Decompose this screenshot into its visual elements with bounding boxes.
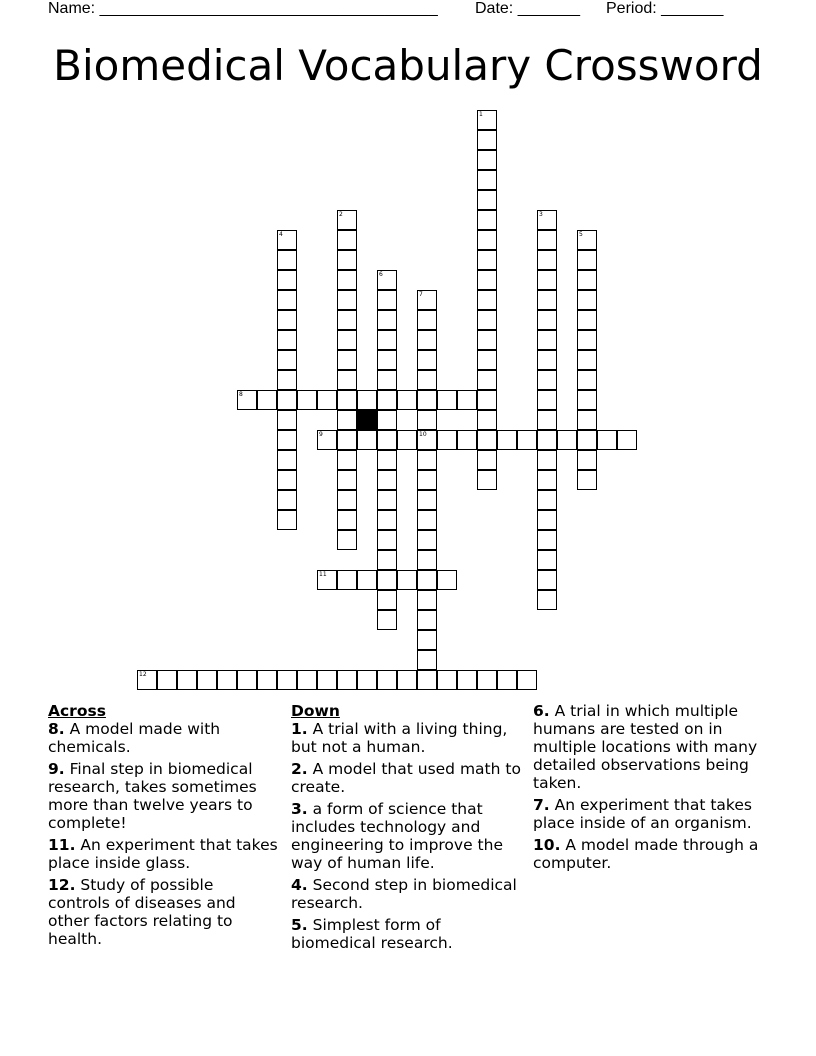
grid-cell[interactable] bbox=[277, 350, 297, 370]
grid-cell[interactable] bbox=[517, 430, 537, 450]
grid-cell[interactable] bbox=[477, 190, 497, 210]
grid-cell[interactable] bbox=[217, 670, 237, 690]
grid-cell[interactable] bbox=[177, 670, 197, 690]
grid-cell[interactable] bbox=[537, 230, 557, 250]
grid-cell[interactable] bbox=[417, 330, 437, 350]
grid-cell[interactable] bbox=[537, 370, 557, 390]
grid-cell[interactable] bbox=[197, 670, 217, 690]
grid-cell[interactable] bbox=[417, 530, 437, 550]
grid-cell[interactable] bbox=[537, 510, 557, 530]
across-clue: 12. Study of possible controls of diseases and other factors relating to health. bbox=[48, 876, 236, 948]
grid-cell[interactable] bbox=[497, 670, 517, 690]
grid-cell[interactable] bbox=[537, 330, 557, 350]
grid-cell[interactable] bbox=[297, 390, 317, 410]
across-clue: 11. An experiment that takes place inside glass. bbox=[48, 836, 278, 872]
down-clue: 3. a form of science that includes technology and engineering to improve the way of human life. bbox=[291, 800, 503, 872]
grid-cell[interactable] bbox=[497, 430, 517, 450]
grid-cell[interactable] bbox=[377, 530, 397, 550]
grid-cell[interactable] bbox=[357, 670, 377, 690]
grid-cell[interactable] bbox=[537, 450, 557, 470]
grid-cell[interactable] bbox=[417, 450, 437, 470]
grid-cell[interactable] bbox=[277, 230, 297, 250]
grid-cell[interactable] bbox=[477, 330, 497, 350]
grid-cell[interactable] bbox=[417, 350, 437, 370]
grid-cell[interactable] bbox=[577, 410, 597, 430]
grid-cell[interactable] bbox=[337, 410, 357, 430]
clue-number: 12. bbox=[48, 876, 76, 894]
grid-cell[interactable] bbox=[477, 350, 497, 370]
grid-cell[interactable] bbox=[337, 290, 357, 310]
grid-cell[interactable] bbox=[417, 610, 437, 630]
grid-cell[interactable] bbox=[537, 590, 557, 610]
grid-cell[interactable] bbox=[297, 670, 317, 690]
clue-number: 3. bbox=[291, 800, 308, 818]
grid-cell[interactable] bbox=[537, 470, 557, 490]
grid-cell[interactable] bbox=[417, 430, 437, 450]
grid-cell[interactable] bbox=[277, 490, 297, 510]
grid-cell[interactable] bbox=[417, 570, 437, 590]
grid-cell[interactable] bbox=[277, 250, 297, 270]
grid-cell[interactable] bbox=[397, 390, 417, 410]
grid-cell[interactable] bbox=[457, 390, 477, 410]
grid-cell[interactable] bbox=[537, 250, 557, 270]
grid-cell[interactable] bbox=[517, 670, 537, 690]
grid-cell[interactable] bbox=[417, 470, 437, 490]
grid-cell[interactable] bbox=[237, 670, 257, 690]
grid-cell[interactable] bbox=[477, 270, 497, 290]
grid-cell[interactable] bbox=[457, 670, 477, 690]
grid-cell[interactable] bbox=[457, 430, 477, 450]
grid-cell[interactable] bbox=[577, 230, 597, 250]
grid-cell[interactable] bbox=[357, 390, 377, 410]
grid-cell[interactable] bbox=[377, 330, 397, 350]
grid-cell[interactable] bbox=[277, 430, 297, 450]
grid-cell[interactable] bbox=[377, 430, 397, 450]
clue-number: 11. bbox=[48, 836, 76, 854]
grid-cell[interactable] bbox=[317, 430, 337, 450]
grid-cell[interactable] bbox=[537, 550, 557, 570]
grid-cell[interactable] bbox=[477, 410, 497, 430]
grid-cell[interactable] bbox=[537, 530, 557, 550]
grid-cell[interactable] bbox=[337, 570, 357, 590]
blocked-cell bbox=[357, 410, 377, 430]
grid-cell[interactable] bbox=[577, 350, 597, 370]
down-clue: 2. A model that used math to create. bbox=[291, 760, 521, 796]
grid-cell[interactable] bbox=[577, 370, 597, 390]
cell-number: 2 bbox=[339, 211, 343, 218]
grid-cell[interactable] bbox=[337, 670, 357, 690]
down-clue: 10. A model made through a computer. bbox=[533, 836, 759, 872]
grid-cell[interactable] bbox=[417, 650, 437, 670]
grid-cell[interactable] bbox=[537, 270, 557, 290]
date-field[interactable]: Date: _______ bbox=[475, 0, 580, 17]
grid-cell[interactable] bbox=[337, 250, 357, 270]
grid-cell[interactable] bbox=[377, 350, 397, 370]
grid-cell[interactable] bbox=[337, 270, 357, 290]
clue-number: 5. bbox=[291, 916, 308, 934]
grid-cell[interactable] bbox=[437, 430, 457, 450]
grid-cell[interactable] bbox=[437, 670, 457, 690]
across-clues bbox=[48, 702, 280, 952]
cell-number: 7 bbox=[419, 291, 423, 298]
across-clue: 9. Final step in biomedical research, takes sometimes more than twelve years to complete! bbox=[48, 760, 257, 832]
grid-cell[interactable] bbox=[257, 390, 277, 410]
cell-number: 10 bbox=[419, 431, 427, 438]
down-clue: 5. Simplest form of biomedical research. bbox=[291, 916, 453, 952]
grid-cell[interactable] bbox=[397, 570, 417, 590]
grid-cell[interactable] bbox=[417, 390, 437, 410]
grid-cell[interactable] bbox=[477, 310, 497, 330]
grid-cell[interactable] bbox=[577, 290, 597, 310]
grid-cell[interactable] bbox=[277, 450, 297, 470]
grid-cell[interactable] bbox=[337, 310, 357, 330]
cell-number: 11 bbox=[319, 571, 327, 578]
grid-cell[interactable] bbox=[337, 370, 357, 390]
cell-number: 8 bbox=[239, 391, 243, 398]
grid-cell[interactable] bbox=[377, 550, 397, 570]
grid-cell[interactable] bbox=[577, 470, 597, 490]
grid-cell[interactable] bbox=[537, 570, 557, 590]
page-title: Biomedical Vocabulary Crossword bbox=[53, 41, 763, 90]
grid-cell[interactable] bbox=[277, 270, 297, 290]
grid-cell[interactable] bbox=[317, 390, 337, 410]
grid-cell[interactable] bbox=[377, 510, 397, 530]
grid-cell[interactable] bbox=[477, 450, 497, 470]
down-clues-column-1 bbox=[291, 702, 523, 956]
grid-cell[interactable] bbox=[317, 570, 337, 590]
grid-cell[interactable] bbox=[477, 390, 497, 410]
clue-number: 9. bbox=[48, 760, 65, 778]
grid-cell[interactable] bbox=[577, 270, 597, 290]
grid-cell[interactable] bbox=[477, 110, 497, 130]
grid-cell[interactable] bbox=[417, 490, 437, 510]
grid-cell[interactable] bbox=[577, 330, 597, 350]
grid-cell[interactable] bbox=[377, 450, 397, 470]
down-clue: 7. An experiment that takes place inside of an organism. bbox=[533, 796, 752, 832]
grid-cell[interactable] bbox=[477, 130, 497, 150]
grid-cell[interactable] bbox=[377, 590, 397, 610]
grid-cell[interactable] bbox=[377, 490, 397, 510]
grid-cell[interactable] bbox=[377, 310, 397, 330]
grid-cell[interactable] bbox=[397, 670, 417, 690]
clue-number: 7. bbox=[533, 796, 550, 814]
cell-number: 1 bbox=[479, 111, 483, 118]
grid-cell[interactable] bbox=[337, 470, 357, 490]
grid-cell[interactable] bbox=[277, 670, 297, 690]
grid-cell[interactable] bbox=[377, 610, 397, 630]
grid-cell[interactable] bbox=[277, 510, 297, 530]
grid-cell[interactable] bbox=[277, 410, 297, 430]
cell-number: 5 bbox=[579, 231, 583, 238]
grid-cell[interactable] bbox=[377, 470, 397, 490]
grid-cell[interactable] bbox=[377, 290, 397, 310]
grid-cell[interactable] bbox=[617, 430, 637, 450]
grid-cell[interactable] bbox=[417, 670, 437, 690]
grid-cell[interactable] bbox=[277, 310, 297, 330]
grid-cell[interactable] bbox=[277, 290, 297, 310]
down-clue: 1. A trial with a living thing, but not a human. bbox=[291, 720, 508, 756]
down-clue: 6. A trial in which multiple humans are tested on in multiple locations with many detailed observations being taken. bbox=[533, 702, 758, 792]
grid-cell[interactable] bbox=[477, 290, 497, 310]
cell-number: 12 bbox=[139, 671, 147, 678]
grid-cell[interactable] bbox=[537, 430, 557, 450]
grid-cell[interactable] bbox=[417, 550, 437, 570]
grid-cell[interactable] bbox=[137, 670, 157, 690]
grid-cell[interactable] bbox=[437, 570, 457, 590]
grid-cell[interactable] bbox=[337, 350, 357, 370]
grid-cell[interactable] bbox=[477, 470, 497, 490]
grid-cell[interactable] bbox=[337, 510, 357, 530]
clue-number: 4. bbox=[291, 876, 308, 894]
grid-cell[interactable] bbox=[537, 350, 557, 370]
grid-cell[interactable] bbox=[557, 430, 577, 450]
grid-cell[interactable] bbox=[277, 370, 297, 390]
period-field[interactable]: Period: _______ bbox=[606, 0, 724, 17]
grid-cell[interactable] bbox=[597, 430, 617, 450]
grid-cell[interactable] bbox=[537, 410, 557, 430]
down-clues-column-2 bbox=[533, 702, 773, 876]
grid-cell[interactable] bbox=[277, 390, 297, 410]
grid-cell[interactable] bbox=[337, 490, 357, 510]
grid-cell[interactable] bbox=[477, 430, 497, 450]
cell-number: 3 bbox=[539, 211, 543, 218]
clue-number: 2. bbox=[291, 760, 308, 778]
grid-cell[interactable] bbox=[317, 670, 337, 690]
grid-cell[interactable] bbox=[537, 290, 557, 310]
grid-cell[interactable] bbox=[397, 430, 417, 450]
cell-number: 4 bbox=[279, 231, 283, 238]
clue-number: 1. bbox=[291, 720, 308, 738]
grid-cell[interactable] bbox=[577, 390, 597, 410]
grid-cell[interactable] bbox=[537, 490, 557, 510]
down-heading: Down bbox=[291, 702, 340, 720]
grid-cell[interactable] bbox=[577, 450, 597, 470]
grid-cell[interactable] bbox=[577, 430, 597, 450]
grid-cell[interactable] bbox=[377, 390, 397, 410]
grid-cell[interactable] bbox=[537, 310, 557, 330]
grid-cell[interactable] bbox=[417, 510, 437, 530]
grid-cell[interactable] bbox=[537, 390, 557, 410]
grid-cell[interactable] bbox=[377, 670, 397, 690]
clue-number: 8. bbox=[48, 720, 65, 738]
grid-cell[interactable] bbox=[417, 310, 437, 330]
grid-cell[interactable] bbox=[477, 250, 497, 270]
grid-cell[interactable] bbox=[377, 370, 397, 390]
grid-cell[interactable] bbox=[477, 170, 497, 190]
clue-number: 10. bbox=[533, 836, 561, 854]
across-heading: Across bbox=[48, 702, 106, 720]
grid-cell[interactable] bbox=[477, 150, 497, 170]
grid-cell[interactable] bbox=[477, 230, 497, 250]
grid-cell[interactable] bbox=[577, 310, 597, 330]
grid-cell[interactable] bbox=[477, 210, 497, 230]
grid-cell[interactable] bbox=[337, 210, 357, 230]
grid-cell[interactable] bbox=[277, 470, 297, 490]
cell-number: 9 bbox=[319, 431, 323, 438]
grid-cell[interactable] bbox=[417, 290, 437, 310]
grid-cell[interactable] bbox=[337, 390, 357, 410]
grid-cell[interactable] bbox=[377, 410, 397, 430]
grid-cell[interactable] bbox=[417, 590, 437, 610]
cell-number: 6 bbox=[379, 271, 383, 278]
grid-cell[interactable] bbox=[337, 430, 357, 450]
grid-cell[interactable] bbox=[257, 670, 277, 690]
grid-cell[interactable] bbox=[477, 670, 497, 690]
grid-cell[interactable] bbox=[337, 230, 357, 250]
grid-cell[interactable] bbox=[437, 390, 457, 410]
grid-cell[interactable] bbox=[417, 370, 437, 390]
grid-cell[interactable] bbox=[157, 670, 177, 690]
grid-cell[interactable] bbox=[337, 330, 357, 350]
grid-cell[interactable] bbox=[417, 410, 437, 430]
grid-cell[interactable] bbox=[237, 390, 257, 410]
grid-cell[interactable] bbox=[337, 450, 357, 470]
grid-cell[interactable] bbox=[377, 570, 397, 590]
grid-cell[interactable] bbox=[377, 270, 397, 290]
grid-cell[interactable] bbox=[577, 250, 597, 270]
grid-cell[interactable] bbox=[277, 330, 297, 350]
grid-cell[interactable] bbox=[357, 570, 377, 590]
name-field[interactable]: Name: ______________________________________ bbox=[48, 0, 438, 17]
clue-number: 6. bbox=[533, 702, 550, 720]
grid-cell[interactable] bbox=[357, 430, 377, 450]
across-clue: 8. A model made with chemicals. bbox=[48, 720, 221, 756]
grid-cell[interactable] bbox=[417, 630, 437, 650]
grid-cell[interactable] bbox=[337, 530, 357, 550]
down-clue: 4. Second step in biomedical research. bbox=[291, 876, 517, 912]
grid-cell[interactable] bbox=[537, 210, 557, 230]
grid-cell[interactable] bbox=[477, 370, 497, 390]
